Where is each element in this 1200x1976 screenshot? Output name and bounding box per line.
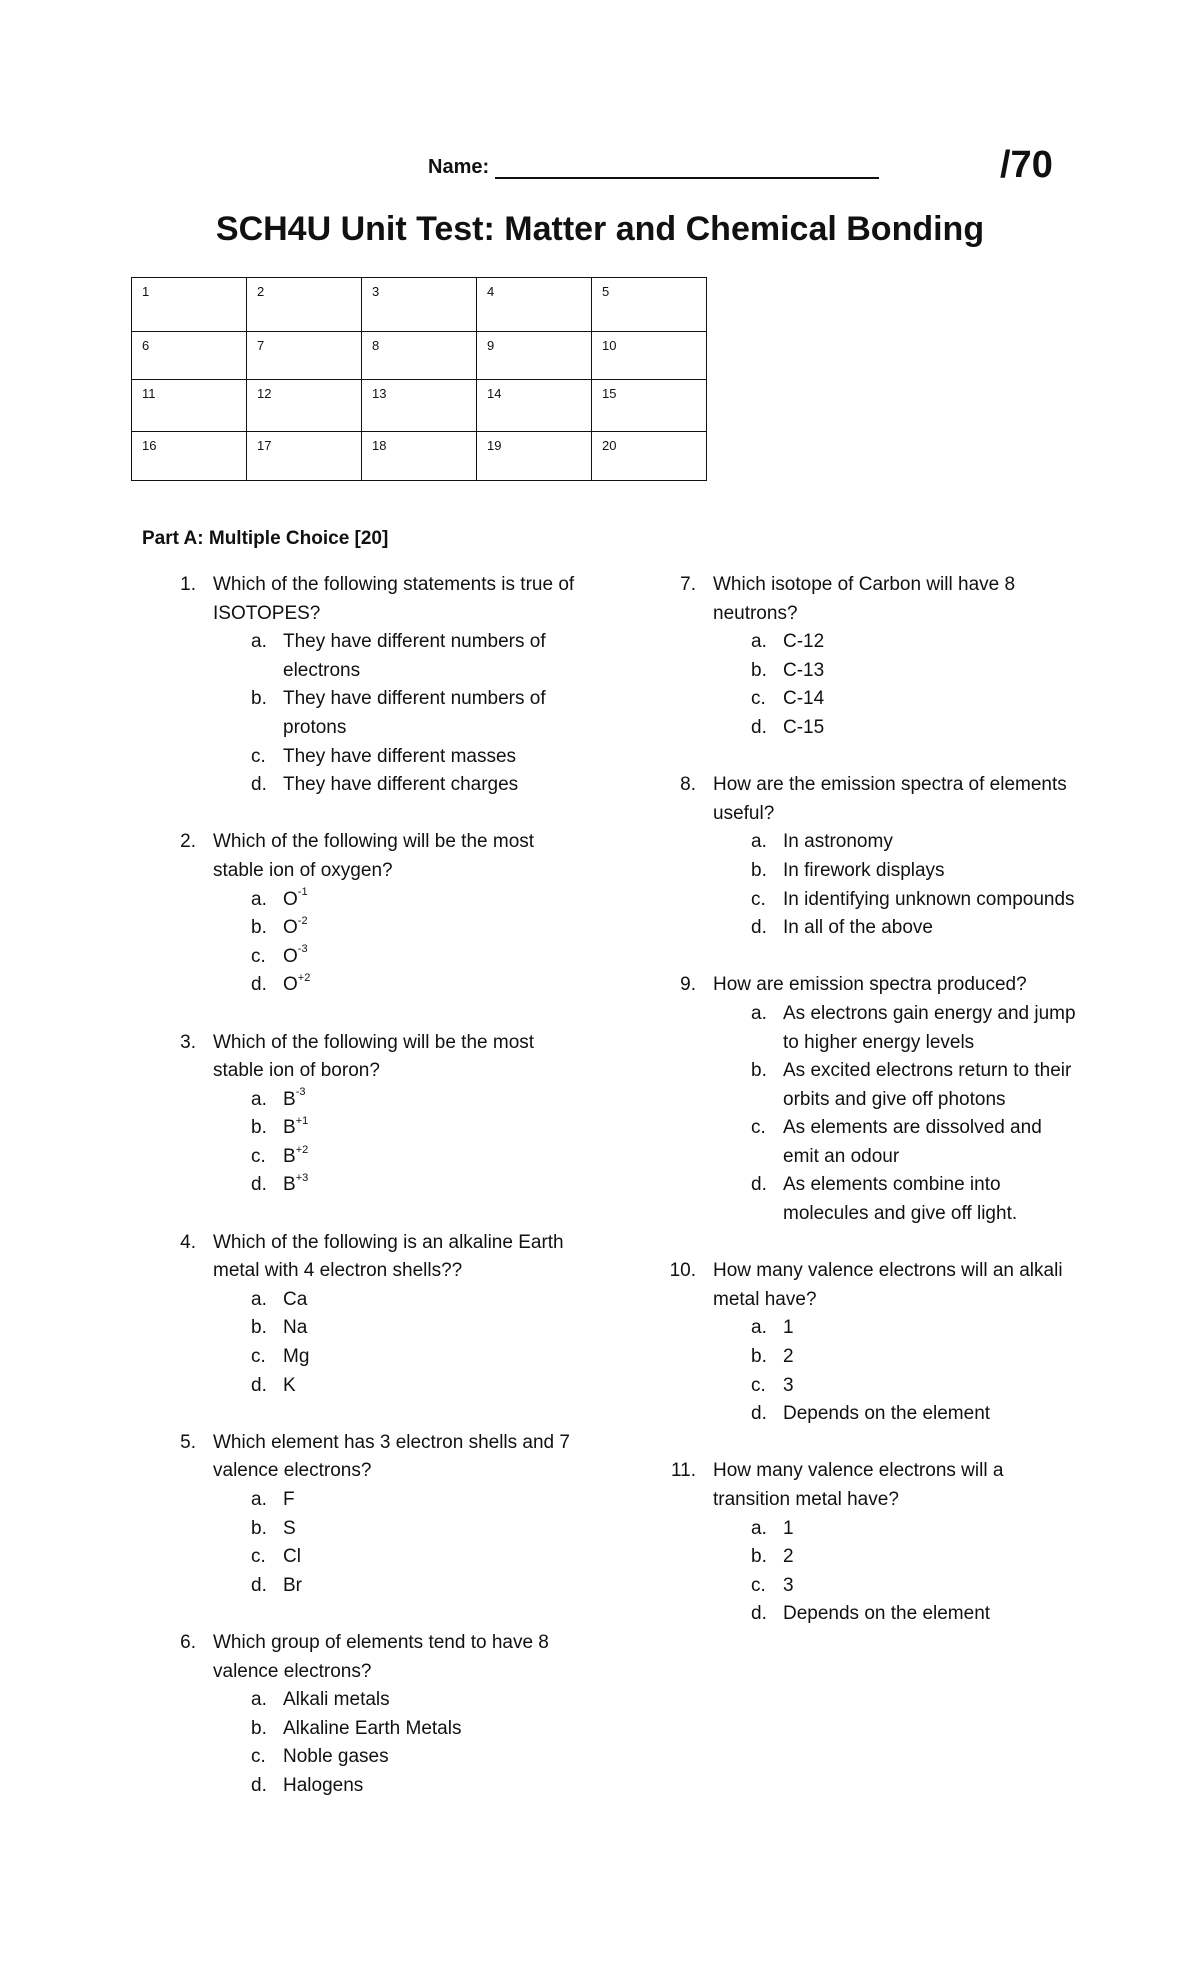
option-text: C-13 <box>783 659 825 681</box>
answer-option[interactable] <box>213 1114 580 1143</box>
answer-option[interactable] <box>713 1000 1080 1057</box>
answer-options <box>713 628 1080 742</box>
answer-cell[interactable]: 7 <box>247 332 362 380</box>
option-text: B <box>283 1088 296 1110</box>
option-letter: a. <box>251 1088 267 1110</box>
option-letter: b. <box>751 659 767 681</box>
option-letter: a. <box>251 631 267 653</box>
question-item <box>160 1629 580 1801</box>
option-text: 3 <box>783 1574 794 1596</box>
option-letter: b. <box>751 1546 767 1568</box>
option-text: K <box>283 1374 296 1396</box>
name-field[interactable] <box>428 156 888 179</box>
option-text: In identifying unknown compounds <box>783 888 1075 910</box>
option-letter: a. <box>251 1689 267 1711</box>
option-text: 1 <box>783 1317 794 1339</box>
questions-left-column <box>160 571 580 1829</box>
question-text: How many valence electrons will a transition metal have? <box>713 1460 1004 1510</box>
option-letter: c. <box>751 688 766 710</box>
option-text: C-12 <box>783 631 825 653</box>
name-blank-line[interactable] <box>495 158 879 179</box>
answer-grid-row <box>132 278 707 332</box>
answer-options <box>213 1286 580 1400</box>
question-number: 6. <box>180 1631 196 1653</box>
option-charge: +3 <box>295 1172 309 1185</box>
answer-option[interactable] <box>213 1343 580 1372</box>
question-item <box>160 1429 580 1601</box>
question-number: 5. <box>180 1431 196 1453</box>
question-text: Which of the following statements is true of ISOTOPES? <box>213 574 575 624</box>
option-letter: d. <box>751 1403 767 1425</box>
answer-cell[interactable]: 2 <box>247 278 362 332</box>
answer-grid-row <box>132 332 707 380</box>
answer-cell[interactable]: 15 <box>592 380 707 432</box>
option-letter: b. <box>251 1317 267 1339</box>
answer-option[interactable] <box>213 914 580 943</box>
option-text: Alkaline Earth Metals <box>283 1717 462 1739</box>
question-text: How are the emission spectra of elements useful? <box>713 774 1067 824</box>
question-item <box>660 771 1080 943</box>
option-charge: -3 <box>297 943 308 956</box>
option-letter: a. <box>751 831 767 853</box>
option-letter: b. <box>251 688 267 710</box>
option-text: Alkali metals <box>283 1689 390 1711</box>
option-text: Noble gases <box>283 1746 389 1768</box>
answer-option[interactable] <box>213 628 580 685</box>
answer-options <box>213 886 580 1000</box>
option-letter: d. <box>251 774 267 796</box>
answer-cell[interactable]: 8 <box>362 332 477 380</box>
question-item <box>160 828 580 1000</box>
option-text: 2 <box>783 1546 794 1568</box>
answer-option[interactable] <box>213 943 580 972</box>
answer-option[interactable] <box>213 1572 580 1601</box>
answer-cell[interactable]: 1 <box>132 278 247 332</box>
section-heading: Part A: Multiple Choice [20] <box>142 528 389 549</box>
question-number: 3. <box>180 1031 196 1053</box>
option-text: As elements combine into molecules and give off light. <box>783 1174 1018 1225</box>
answer-cell[interactable]: 3 <box>362 278 477 332</box>
option-text: O <box>283 974 298 996</box>
option-text: C-15 <box>783 716 825 738</box>
option-text: Cl <box>283 1546 301 1568</box>
question-number: 1. <box>180 574 196 595</box>
answer-option[interactable] <box>713 1543 1080 1572</box>
question-number: 11. <box>670 1460 696 1482</box>
option-letter: b. <box>251 1517 267 1539</box>
answer-option[interactable] <box>713 685 1080 714</box>
option-letter: b. <box>251 1717 267 1739</box>
option-text: Br <box>283 1574 302 1596</box>
option-charge: +2 <box>295 1143 309 1156</box>
option-charge: +2 <box>297 971 311 984</box>
option-text: B <box>283 1145 296 1167</box>
answer-option[interactable] <box>213 1171 580 1200</box>
answer-option[interactable] <box>213 886 580 915</box>
answer-cell[interactable]: 18 <box>362 432 477 481</box>
question-number: 8. <box>680 774 696 796</box>
answer-option[interactable] <box>713 886 1080 915</box>
option-letter: c. <box>251 1746 266 1768</box>
option-letter: c. <box>251 1346 266 1368</box>
option-letter: d. <box>251 974 267 996</box>
option-text: F <box>283 1489 295 1510</box>
answer-option[interactable] <box>213 1686 580 1715</box>
answer-option[interactable] <box>713 914 1080 943</box>
option-letter: a. <box>251 1288 267 1310</box>
question-text: Which group of elements tend to have 8 valence electrons? <box>213 1631 549 1682</box>
answer-option[interactable] <box>213 1086 580 1115</box>
option-letter: d. <box>251 1574 267 1596</box>
answer-cell[interactable]: 9 <box>477 332 592 380</box>
option-text: Ca <box>283 1288 308 1310</box>
option-text: They have different charges <box>283 774 519 796</box>
option-letter: d. <box>751 917 767 939</box>
option-text: As electrons gain energy and jump to higher energy levels <box>783 1002 1076 1053</box>
question-item <box>660 971 1080 1228</box>
answer-options <box>213 1086 580 1200</box>
answer-grid-row <box>132 432 707 481</box>
option-text: O <box>283 888 298 910</box>
answer-option[interactable] <box>213 1372 580 1401</box>
option-text: As excited electrons return to their orbits and give off photons <box>783 1060 1072 1110</box>
option-letter: a. <box>251 1489 267 1510</box>
option-text: Halogens <box>283 1774 364 1796</box>
option-letter: b. <box>251 917 267 939</box>
answer-option[interactable] <box>713 1314 1080 1343</box>
answer-option[interactable] <box>213 1772 580 1801</box>
question-item <box>160 1029 580 1201</box>
option-letter: b. <box>751 859 767 881</box>
option-text: 2 <box>783 1346 794 1368</box>
option-text: Depends on the element <box>783 1403 991 1425</box>
option-letter: a. <box>251 888 267 910</box>
option-text: In astronomy <box>783 831 893 853</box>
question-text: How many valence electrons will an alkali metal have? <box>713 1260 1063 1310</box>
option-letter: c. <box>251 745 266 767</box>
option-letter: c. <box>251 1145 266 1167</box>
answer-options <box>713 1314 1080 1428</box>
option-text: They have different numbers of protons <box>283 688 546 738</box>
option-text: B <box>283 1117 296 1139</box>
answer-cell[interactable]: 19 <box>477 432 592 481</box>
question-item <box>160 1229 580 1401</box>
answer-option[interactable] <box>213 685 580 742</box>
option-letter: d. <box>251 1174 267 1196</box>
answer-option[interactable] <box>713 857 1080 886</box>
answer-option[interactable] <box>713 1114 1080 1171</box>
option-letter: b. <box>751 1060 767 1082</box>
answer-cell[interactable]: 12 <box>247 380 362 432</box>
answer-option[interactable] <box>213 1515 580 1544</box>
question-text: How are emission spectra produced? <box>713 974 1027 996</box>
question-number: 9. <box>680 974 696 996</box>
option-letter: b. <box>251 1117 267 1139</box>
answer-option[interactable] <box>713 628 1080 657</box>
answer-cell[interactable]: 6 <box>132 332 247 380</box>
option-letter: c. <box>751 1374 766 1396</box>
answer-cell[interactable]: 5 <box>592 278 707 332</box>
option-charge: -2 <box>297 914 308 927</box>
answer-option[interactable] <box>213 1286 580 1315</box>
answer-option[interactable] <box>213 1486 580 1515</box>
option-text: Depends on the element <box>783 1603 991 1625</box>
answer-option[interactable] <box>213 1143 580 1172</box>
answer-option[interactable] <box>713 657 1080 686</box>
answer-cell[interactable]: 14 <box>477 380 592 432</box>
answer-option[interactable] <box>713 1057 1080 1114</box>
option-letter: d. <box>751 716 767 738</box>
option-text: S <box>283 1517 296 1539</box>
answer-cell[interactable]: 10 <box>592 332 707 380</box>
option-text: 3 <box>783 1374 794 1396</box>
question-text: Which of the following is an alkaline Earth metal with 4 electron shells?? <box>213 1231 564 1282</box>
answer-option[interactable] <box>213 1715 580 1744</box>
answer-cell[interactable]: 4 <box>477 278 592 332</box>
answer-option[interactable] <box>213 971 580 1000</box>
option-text: They have different numbers of electrons <box>283 631 546 681</box>
answer-cell[interactable]: 17 <box>247 432 362 481</box>
answer-option[interactable] <box>713 1372 1080 1401</box>
answer-options <box>213 1486 580 1600</box>
question-number: 10. <box>669 1260 696 1282</box>
question-number: 4. <box>180 1231 196 1253</box>
answer-grid-row <box>132 380 707 432</box>
answer-option[interactable] <box>713 1600 1080 1629</box>
answer-option[interactable] <box>713 1572 1080 1601</box>
option-charge: +1 <box>295 1114 309 1127</box>
answer-options <box>713 828 1080 942</box>
page-title: SCH4U Unit Test: Matter and Chemical Bonding <box>215 210 985 248</box>
total-score: /70 <box>1000 144 1053 186</box>
option-letter: b. <box>751 1346 767 1368</box>
option-charge: -3 <box>295 1086 306 1099</box>
question-item <box>660 1257 1080 1429</box>
option-text: O <box>283 945 298 967</box>
option-letter: c. <box>751 1117 766 1139</box>
option-text: In all of the above <box>783 917 933 939</box>
answer-options <box>213 1686 580 1800</box>
questions-right-column <box>660 571 1080 1658</box>
question-text: Which element has 3 electron shells and 7 valence electrons? <box>213 1431 570 1482</box>
option-letter: d. <box>251 1774 267 1796</box>
option-text: Na <box>283 1317 308 1339</box>
answer-cell[interactable]: 16 <box>132 432 247 481</box>
option-letter: a. <box>751 1517 767 1539</box>
option-text: They have different masses <box>283 745 517 767</box>
option-letter: c. <box>751 1574 766 1596</box>
answer-cell[interactable]: 11 <box>132 380 247 432</box>
option-letter: d. <box>751 1174 767 1196</box>
option-letter: d. <box>251 1374 267 1396</box>
answer-option[interactable] <box>213 743 580 772</box>
answer-option[interactable] <box>213 1314 580 1343</box>
option-text: C-14 <box>783 688 825 710</box>
question-number: 7. <box>680 574 696 595</box>
option-letter: a. <box>751 1317 767 1339</box>
answer-option[interactable] <box>713 1171 1080 1228</box>
option-text: As elements are dissolved and emit an odour <box>783 1117 1042 1167</box>
question-text: Which isotope of Carbon will have 8 neutrons? <box>713 574 1016 624</box>
answer-option[interactable] <box>713 1400 1080 1429</box>
answer-option[interactable] <box>713 1515 1080 1544</box>
answer-options <box>713 1000 1080 1229</box>
option-letter: c. <box>251 945 266 967</box>
question-text: Which of the following will be the most stable ion of boron? <box>213 1031 535 1082</box>
answer-options <box>713 1515 1080 1629</box>
answer-option[interactable] <box>213 1543 580 1572</box>
option-letter: a. <box>751 631 767 653</box>
answer-cell[interactable]: 13 <box>362 380 477 432</box>
question-item <box>660 571 1080 743</box>
question-item <box>160 571 580 800</box>
option-text: 1 <box>783 1517 794 1539</box>
answer-grid <box>131 277 707 481</box>
option-text: O <box>283 917 298 939</box>
answer-option[interactable] <box>713 1343 1080 1372</box>
answer-cell[interactable]: 20 <box>592 432 707 481</box>
option-letter: c. <box>251 1546 266 1568</box>
option-letter: c. <box>751 888 766 910</box>
option-text: B <box>283 1174 296 1196</box>
question-number: 2. <box>180 831 196 853</box>
option-charge: -1 <box>297 886 308 899</box>
option-letter: d. <box>751 1603 767 1625</box>
answer-option[interactable] <box>713 714 1080 743</box>
option-text: Mg <box>283 1346 310 1368</box>
question-text: Which of the following will be the most stable ion of oxygen? <box>213 831 535 881</box>
name-label: Name: <box>428 156 490 178</box>
answer-option[interactable] <box>713 828 1080 857</box>
answer-option[interactable] <box>213 771 580 800</box>
option-letter: a. <box>751 1002 767 1024</box>
option-text: In firework displays <box>783 859 945 881</box>
answer-options <box>213 628 580 800</box>
answer-option[interactable] <box>213 1743 580 1772</box>
question-item <box>660 1457 1080 1629</box>
